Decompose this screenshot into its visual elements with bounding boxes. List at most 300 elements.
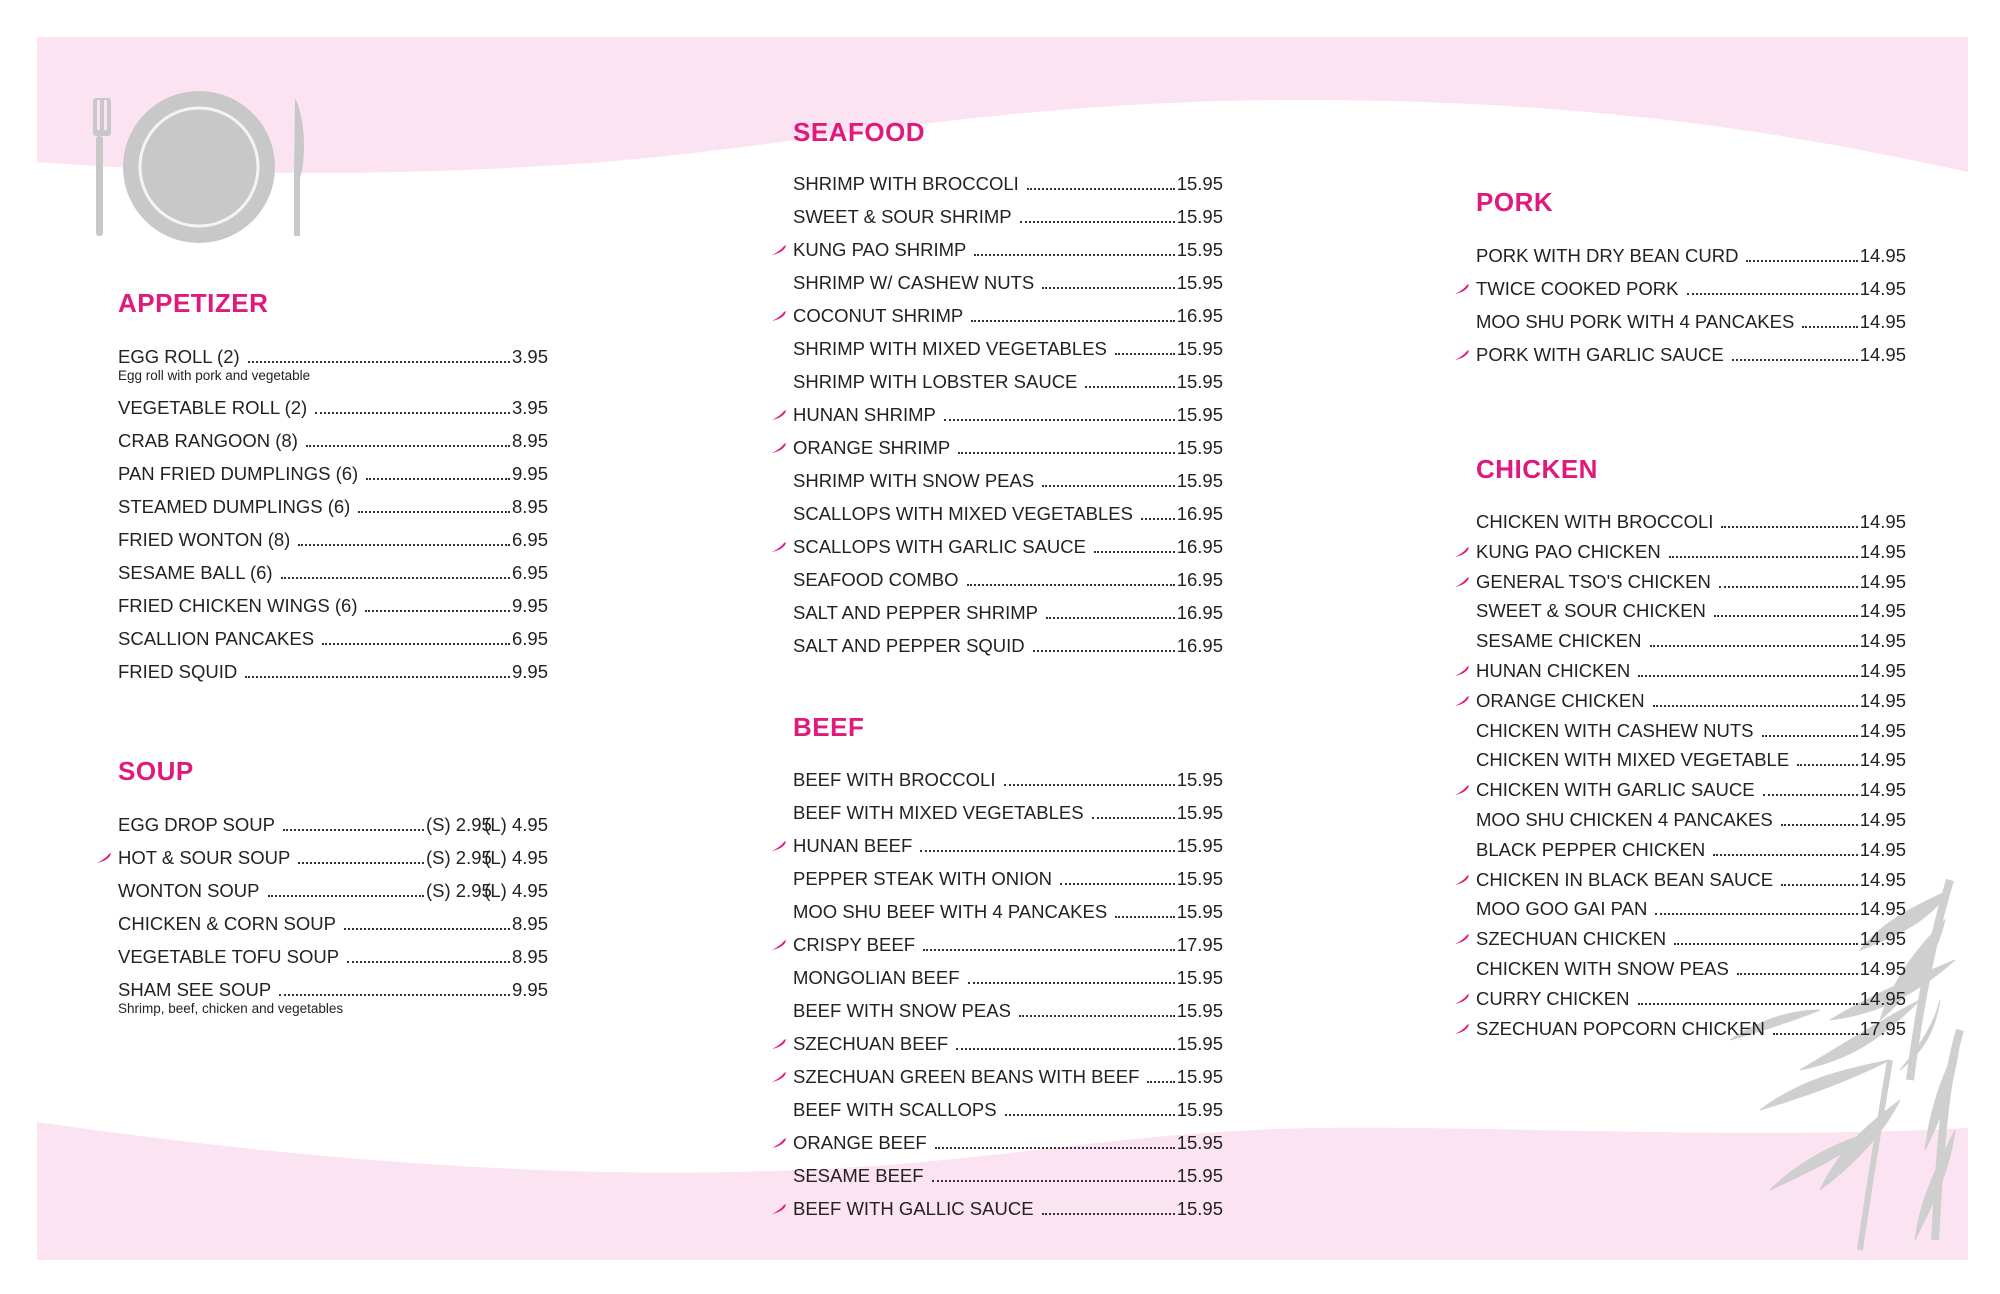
menu-item-price: 14.95 bbox=[1859, 311, 1906, 332]
menu-item bbox=[1476, 278, 1906, 300]
menu-item-name: MOO SHU BEEF WITH 4 PANCAKES bbox=[793, 901, 1108, 922]
dot-leader bbox=[298, 544, 510, 546]
menu-item bbox=[118, 814, 548, 836]
dot-leader bbox=[1638, 1003, 1858, 1005]
dot-leader bbox=[1763, 794, 1858, 796]
menu-item-price: 14.95 bbox=[1859, 838, 1906, 860]
chili-pepper-icon bbox=[771, 840, 787, 852]
menu-item-price: 15.95 bbox=[1176, 206, 1223, 227]
menu-item bbox=[793, 901, 1223, 923]
menu-item-price: 15.95 bbox=[1176, 1066, 1223, 1087]
menu-item bbox=[118, 946, 548, 968]
menu-item bbox=[793, 934, 1223, 956]
menu-item-name: CHICKEN & CORN SOUP bbox=[118, 913, 336, 934]
chili-pepper-icon bbox=[1454, 993, 1470, 1005]
menu-item-price: 15.95 bbox=[1176, 371, 1223, 392]
menu-item bbox=[793, 769, 1223, 791]
menu-item-name: SZECHUAN BEEF bbox=[793, 1033, 949, 1054]
menu-item-name: KUNG PAO SHRIMP bbox=[793, 239, 967, 260]
menu-item-name: CHICKEN WITH BROCCOLI bbox=[1476, 511, 1714, 532]
menu-item-price: 15.95 bbox=[1176, 1132, 1223, 1153]
menu-item bbox=[118, 529, 548, 551]
dot-leader bbox=[1027, 188, 1175, 190]
menu-item-name: SWEET & SOUR SHRIMP bbox=[793, 206, 1012, 227]
menu-item-price: 14.95 bbox=[1859, 987, 1906, 1009]
dot-leader bbox=[347, 961, 510, 963]
menu-item bbox=[793, 1132, 1223, 1154]
menu-item-price: 14.95 bbox=[1859, 511, 1906, 532]
dot-leader bbox=[1115, 353, 1175, 355]
menu-item-price: 16.95 bbox=[1176, 635, 1223, 656]
menu-item-name: BLACK PEPPER CHICKEN bbox=[1476, 838, 1706, 860]
dot-leader bbox=[1042, 485, 1174, 487]
dot-leader bbox=[1033, 650, 1175, 652]
dot-leader bbox=[1638, 675, 1858, 677]
menu-item bbox=[793, 470, 1223, 492]
menu-item-price: 6.95 bbox=[511, 628, 548, 649]
menu-item-name: HOT & SOUR SOUP bbox=[118, 847, 291, 868]
menu-item-price: 6.95 bbox=[511, 562, 548, 583]
menu-item-name: SCALLOPS WITH GARLIC SAUCE bbox=[793, 536, 1086, 557]
dot-leader bbox=[932, 1180, 1175, 1182]
menu-item bbox=[1476, 809, 1906, 831]
menu-item-name: FRIED SQUID bbox=[118, 661, 238, 682]
chili-pepper-icon bbox=[771, 1137, 787, 1149]
dot-leader bbox=[1732, 359, 1858, 361]
menu-item bbox=[793, 1033, 1223, 1055]
menu-item-price: 16.95 bbox=[1176, 305, 1223, 326]
menu-item-price: 15.95 bbox=[1176, 901, 1223, 922]
dot-leader bbox=[1060, 883, 1175, 885]
menu-item-price: 16.95 bbox=[1176, 602, 1223, 623]
dot-leader bbox=[971, 320, 1174, 322]
menu-item bbox=[1476, 511, 1906, 533]
menu-item-price: 15.95 bbox=[1176, 967, 1223, 988]
menu-item bbox=[793, 1165, 1223, 1187]
section-title-soup: SOUP bbox=[118, 756, 194, 786]
menu-item-price: 14.95 bbox=[1859, 245, 1906, 266]
menu-item-name: SESAME CHICKEN bbox=[1476, 630, 1642, 652]
menu-item-name: PORK WITH GARLIC SAUCE bbox=[1476, 344, 1724, 365]
dot-leader bbox=[1781, 884, 1858, 886]
menu-item-name: SHRIMP W/ CASHEW NUTS bbox=[793, 272, 1035, 293]
menu-item bbox=[793, 371, 1223, 393]
menu-item-price: 15.95 bbox=[1176, 1099, 1223, 1120]
dot-leader bbox=[344, 928, 510, 930]
dot-leader bbox=[1115, 916, 1175, 918]
dot-leader bbox=[268, 895, 425, 897]
menu-item-name: KUNG PAO CHICKEN bbox=[1476, 540, 1661, 562]
menu-item-price: 16.95 bbox=[1176, 536, 1223, 557]
menu-item bbox=[1476, 988, 1906, 1010]
section-title-pork: PORK bbox=[1476, 187, 1554, 217]
dot-leader bbox=[1687, 293, 1858, 295]
chili-pepper-icon bbox=[1454, 784, 1470, 796]
menu-item-price: 8.95 bbox=[511, 496, 548, 517]
menu-item-price-small: (S) 2.95 bbox=[426, 814, 492, 835]
menu-item bbox=[793, 569, 1223, 591]
menu-item bbox=[793, 802, 1223, 824]
menu-item-name: SALT AND PEPPER SHRIMP bbox=[793, 602, 1039, 623]
dot-leader bbox=[967, 584, 1175, 586]
chili-pepper-icon bbox=[1454, 933, 1470, 945]
menu-item-name: HUNAN CHICKEN bbox=[1476, 660, 1631, 681]
menu-item bbox=[793, 437, 1223, 459]
chili-pepper-icon bbox=[1454, 874, 1470, 886]
menu-item-name: CHICKEN WITH MIXED VEGETABLE bbox=[1476, 749, 1790, 771]
menu-item bbox=[1476, 869, 1906, 891]
chili-pepper-icon bbox=[771, 310, 787, 322]
menu-item bbox=[1476, 779, 1906, 801]
chili-pepper-icon bbox=[1454, 283, 1470, 295]
menu-item-name: CHICKEN WITH GARLIC SAUCE bbox=[1476, 779, 1755, 801]
chili-pepper-icon bbox=[1454, 576, 1470, 588]
menu-item-price: 14.95 bbox=[1859, 570, 1906, 592]
dot-leader bbox=[1674, 943, 1858, 945]
menu-item-name: CRISPY BEEF bbox=[793, 934, 916, 955]
menu-item-name: VEGETABLE TOFU SOUP bbox=[118, 946, 340, 967]
section-title-seafood: SEAFOOD bbox=[793, 117, 926, 147]
menu-item bbox=[793, 635, 1223, 657]
menu-item-name: TWICE COOKED PORK bbox=[1476, 278, 1679, 299]
menu-item-name: BEEF WITH BROCCOLI bbox=[793, 769, 996, 790]
dot-leader bbox=[1650, 645, 1858, 647]
menu-item-price: 6.95 bbox=[511, 529, 548, 550]
dot-leader bbox=[1092, 817, 1175, 819]
menu-item-name: CHICKEN WITH CASHEW NUTS bbox=[1476, 719, 1754, 741]
menu-item bbox=[118, 880, 548, 902]
menu-item-price: 14.95 bbox=[1859, 928, 1906, 950]
dot-leader bbox=[958, 452, 1174, 454]
dot-leader bbox=[956, 1048, 1174, 1050]
menu-item bbox=[118, 346, 548, 383]
menu-item-price: 15.95 bbox=[1176, 802, 1223, 823]
dot-leader bbox=[1141, 518, 1175, 520]
menu-item bbox=[118, 979, 548, 1016]
menu-item bbox=[1476, 839, 1906, 861]
menu-item-price: 14.95 bbox=[1859, 344, 1906, 365]
dot-leader bbox=[1085, 386, 1174, 388]
dot-leader bbox=[968, 982, 1175, 984]
menu-item-price: 14.95 bbox=[1859, 958, 1906, 979]
menu-item-name: GENERAL TSO'S CHICKEN bbox=[1476, 570, 1711, 592]
menu-item bbox=[793, 503, 1223, 525]
menu-item-name: EGG DROP SOUP bbox=[118, 814, 275, 835]
menu-item-name: VEGETABLE ROLL (2) bbox=[118, 397, 308, 418]
menu-item-price: 14.95 bbox=[1859, 660, 1906, 681]
menu-item-price: 3.95 bbox=[511, 346, 548, 367]
dot-leader bbox=[1713, 854, 1857, 856]
menu-item bbox=[793, 239, 1223, 261]
menu-item bbox=[1476, 245, 1906, 267]
menu-item-price: 14.95 bbox=[1859, 779, 1906, 801]
menu-item bbox=[1476, 928, 1906, 950]
menu-item-price: 3.95 bbox=[511, 397, 548, 418]
dot-leader bbox=[1797, 764, 1858, 766]
menu-item-price: 15.95 bbox=[1176, 272, 1223, 293]
dot-leader bbox=[283, 829, 424, 831]
menu-item-price: 15.95 bbox=[1176, 338, 1223, 359]
menu-item-price: 15.95 bbox=[1176, 437, 1223, 458]
menu-item bbox=[1476, 660, 1906, 682]
menu-item bbox=[793, 272, 1223, 294]
menu-item-price: 8.95 bbox=[511, 946, 548, 967]
dot-leader bbox=[1005, 1114, 1175, 1116]
section-title-appetizer: APPETIZER bbox=[118, 288, 269, 318]
menu-item-name: WONTON SOUP bbox=[118, 880, 260, 901]
chili-pepper-icon bbox=[1454, 665, 1470, 677]
dot-leader bbox=[315, 412, 510, 414]
dot-leader bbox=[1094, 551, 1175, 553]
menu-item bbox=[793, 835, 1223, 857]
dot-leader bbox=[1147, 1081, 1174, 1083]
menu-item-name: PEPPER STEAK WITH ONION bbox=[793, 868, 1053, 889]
menu-item bbox=[1476, 1018, 1906, 1040]
menu-item-name: SHRIMP WITH SNOW PEAS bbox=[793, 470, 1035, 491]
menu-item-price: 14.95 bbox=[1859, 689, 1906, 711]
menu-item bbox=[793, 1198, 1223, 1220]
dot-leader bbox=[1721, 526, 1857, 528]
dot-leader bbox=[1020, 221, 1175, 223]
menu-item bbox=[1476, 958, 1906, 980]
menu-item-price-small: (S) 2.95 bbox=[426, 880, 492, 901]
dot-leader bbox=[306, 445, 510, 447]
menu-item-price: 15.95 bbox=[1176, 1165, 1223, 1186]
dot-leader bbox=[322, 643, 510, 645]
menu-item-name: ORANGE CHICKEN bbox=[1476, 689, 1645, 711]
menu-item bbox=[1476, 720, 1906, 742]
menu-item-price: 15.95 bbox=[1176, 1033, 1223, 1054]
menu-item-name: ORANGE BEEF bbox=[793, 1132, 927, 1153]
dot-leader bbox=[1746, 260, 1857, 262]
menu-item-price-large: (L) 4.95 bbox=[484, 847, 548, 868]
menu-item bbox=[118, 562, 548, 584]
menu-item bbox=[793, 1099, 1223, 1121]
menu-item-price: 14.95 bbox=[1859, 540, 1906, 562]
menu-item-name: MOO GOO GAI PAN bbox=[1476, 898, 1648, 920]
menu-item bbox=[793, 536, 1223, 558]
dot-leader bbox=[974, 254, 1174, 256]
menu-item-price: 15.95 bbox=[1176, 239, 1223, 260]
menu-item-price: 14.95 bbox=[1859, 809, 1906, 830]
menu-item bbox=[1476, 749, 1906, 771]
menu-item-price: 14.95 bbox=[1859, 630, 1906, 652]
dot-leader bbox=[279, 994, 510, 996]
menu-item-price: 15.95 bbox=[1176, 835, 1223, 856]
menu-item bbox=[793, 602, 1223, 624]
menu-item-name: SESAME BALL (6) bbox=[118, 562, 273, 583]
menu-item-price: 9.95 bbox=[511, 661, 548, 682]
menu-item bbox=[118, 913, 548, 935]
menu-item-price: 16.95 bbox=[1176, 569, 1223, 590]
menu-item bbox=[793, 173, 1223, 195]
dot-leader bbox=[1762, 735, 1858, 737]
menu-item bbox=[118, 463, 548, 485]
menu-item-price: 14.95 bbox=[1859, 278, 1906, 299]
menu-item-price: 14.95 bbox=[1859, 719, 1906, 741]
chili-pepper-icon bbox=[1454, 695, 1470, 707]
dot-leader bbox=[1019, 1015, 1175, 1017]
chili-pepper-icon bbox=[1454, 1023, 1470, 1035]
dot-leader bbox=[935, 1147, 1175, 1149]
menu-item-price: 14.95 bbox=[1859, 898, 1906, 920]
dot-leader bbox=[245, 676, 510, 678]
menu-item-name: HUNAN BEEF bbox=[793, 835, 913, 856]
menu-item-price: 15.95 bbox=[1176, 173, 1223, 194]
menu-item-price: 17.95 bbox=[1859, 1017, 1906, 1039]
dot-leader bbox=[1653, 705, 1858, 707]
menu-item-name: SEAFOOD COMBO bbox=[793, 569, 959, 590]
chili-pepper-icon bbox=[771, 1203, 787, 1215]
menu-item bbox=[793, 206, 1223, 228]
menu-item bbox=[793, 1066, 1223, 1088]
dot-leader bbox=[358, 511, 510, 513]
chili-pepper-icon bbox=[771, 442, 787, 454]
menu-item-name: SALT AND PEPPER SQUID bbox=[793, 635, 1025, 656]
menu-item bbox=[1476, 344, 1906, 366]
menu-item bbox=[1476, 630, 1906, 652]
top-pink-band bbox=[37, 37, 1968, 173]
menu-item-name: CHICKEN IN BLACK BEAN SAUCE bbox=[1476, 868, 1774, 890]
menu-item-price: 15.95 bbox=[1176, 769, 1223, 790]
dot-leader bbox=[1773, 1033, 1858, 1035]
menu-item-name: ORANGE SHRIMP bbox=[793, 437, 951, 458]
menu-item bbox=[793, 404, 1223, 426]
chili-pepper-icon bbox=[1454, 546, 1470, 558]
menu-item bbox=[1476, 311, 1906, 333]
dot-leader bbox=[1781, 824, 1858, 826]
menu-item-price: 9.95 bbox=[511, 463, 548, 484]
menu-item-price: 8.95 bbox=[511, 430, 548, 451]
menu-item-description: Egg roll with pork and vegetable bbox=[118, 368, 311, 383]
menu-item bbox=[793, 868, 1223, 890]
menu-item-name: SWEET & SOUR CHICKEN bbox=[1476, 600, 1706, 622]
menu-item-price: 9.95 bbox=[511, 595, 548, 616]
dot-leader bbox=[281, 577, 510, 579]
menu-item-name: MOO SHU PORK WITH 4 PANCAKES bbox=[1476, 311, 1795, 332]
dot-leader bbox=[365, 610, 510, 612]
section-title-chicken: CHICKEN bbox=[1476, 454, 1598, 484]
menu-item-price: 15.95 bbox=[1176, 404, 1223, 425]
menu-item-name: SZECHUAN GREEN BEANS WITH BEEF bbox=[793, 1066, 1140, 1087]
menu-item bbox=[793, 967, 1223, 989]
menu-item-price: 9.95 bbox=[511, 979, 548, 1000]
dot-leader bbox=[366, 478, 510, 480]
menu-item-price-small: (S) 2.95 bbox=[426, 847, 492, 868]
menu-item-price: 15.95 bbox=[1176, 470, 1223, 491]
dot-leader bbox=[1004, 784, 1175, 786]
dot-leader bbox=[1669, 556, 1858, 558]
chili-pepper-icon bbox=[771, 541, 787, 553]
menu-item-name: SCALLION PANCAKES bbox=[118, 628, 315, 649]
menu-item-name: MONGOLIAN BEEF bbox=[793, 967, 960, 988]
menu-item-price: 14.95 bbox=[1859, 749, 1906, 771]
menu-item-name: SZECHUAN POPCORN CHICKEN bbox=[1476, 1017, 1765, 1039]
dot-leader bbox=[1719, 586, 1858, 588]
menu-item-name: FRIED WONTON (8) bbox=[118, 529, 291, 550]
menu-item-name: HUNAN SHRIMP bbox=[793, 404, 936, 425]
menu-item-price: 15.95 bbox=[1176, 868, 1223, 889]
dot-leader bbox=[248, 361, 510, 363]
menu-item bbox=[793, 305, 1223, 327]
menu-item-name: PAN FRIED DUMPLINGS (6) bbox=[118, 463, 359, 484]
dot-leader bbox=[923, 949, 1175, 951]
menu-item bbox=[118, 847, 548, 869]
menu-item-price: 14.95 bbox=[1859, 868, 1906, 890]
menu-item bbox=[118, 496, 548, 518]
menu-item-name: CURRY CHICKEN bbox=[1476, 987, 1630, 1009]
menu-item-name: CHICKEN WITH SNOW PEAS bbox=[1476, 958, 1729, 979]
menu-item bbox=[793, 338, 1223, 360]
menu-item bbox=[1476, 541, 1906, 563]
menu-item bbox=[118, 661, 548, 683]
menu-item-price: 17.95 bbox=[1176, 934, 1223, 955]
menu-item-name: SHRIMP WITH LOBSTER SAUCE bbox=[793, 371, 1078, 392]
chili-pepper-icon bbox=[96, 852, 112, 864]
menu-item-name: MOO SHU CHICKEN 4 PANCAKES bbox=[1476, 809, 1773, 830]
menu-item-description: Shrimp, beef, chicken and vegetables bbox=[118, 1001, 344, 1016]
menu-item-name: SHRIMP WITH MIXED VEGETABLES bbox=[793, 338, 1107, 359]
dot-leader bbox=[298, 862, 424, 864]
dot-leader bbox=[1802, 326, 1857, 328]
menu-item bbox=[1476, 690, 1906, 712]
menu-item-name: COCONUT SHRIMP bbox=[793, 305, 964, 326]
dot-leader bbox=[1046, 617, 1175, 619]
menu-item-name: EGG ROLL (2) bbox=[118, 346, 240, 367]
menu-item-name: BEEF WITH MIXED VEGETABLES bbox=[793, 802, 1084, 823]
menu-item bbox=[118, 397, 548, 419]
menu-item-price: 14.95 bbox=[1859, 600, 1906, 622]
menu-item-price: 15.95 bbox=[1176, 1000, 1223, 1021]
menu-item-name: CRAB RANGOON (8) bbox=[118, 430, 298, 451]
menu-item-name: BEEF WITH GALLIC SAUCE bbox=[793, 1198, 1034, 1219]
menu-item-price-large: (L) 4.95 bbox=[484, 880, 548, 901]
dot-leader bbox=[1655, 913, 1857, 915]
chili-pepper-icon bbox=[771, 409, 787, 421]
menu-item bbox=[1476, 600, 1906, 622]
menu-item-name: STEAMED DUMPLINGS (6) bbox=[118, 496, 351, 517]
menu-item-name: SZECHUAN CHICKEN bbox=[1476, 928, 1667, 950]
menu-item-price: 15.95 bbox=[1176, 1198, 1223, 1219]
chili-pepper-icon bbox=[771, 244, 787, 256]
menu-item-price-large: (L) 4.95 bbox=[484, 814, 548, 835]
chili-pepper-icon bbox=[771, 939, 787, 951]
dot-leader bbox=[1737, 973, 1858, 975]
chili-pepper-icon bbox=[771, 1071, 787, 1083]
menu-item-price: 8.95 bbox=[511, 913, 548, 934]
menu-item bbox=[1476, 898, 1906, 920]
section-title-beef: BEEF bbox=[793, 712, 865, 742]
menu-item bbox=[118, 430, 548, 452]
menu-item-name: BEEF WITH SNOW PEAS bbox=[793, 1000, 1011, 1021]
menu-item bbox=[118, 628, 548, 650]
menu-item-name: SCALLOPS WITH MIXED VEGETABLES bbox=[793, 503, 1133, 524]
menu-item bbox=[1476, 571, 1906, 593]
dot-leader bbox=[944, 419, 1175, 421]
menu-item-name: SHRIMP WITH BROCCOLI bbox=[793, 173, 1019, 194]
menu-item-price: 16.95 bbox=[1176, 503, 1223, 524]
chili-pepper-icon bbox=[771, 1038, 787, 1050]
dot-leader bbox=[1042, 287, 1175, 289]
dot-leader bbox=[1042, 1213, 1175, 1215]
menu-item-name: FRIED CHICKEN WINGS (6) bbox=[118, 595, 358, 616]
menu-item bbox=[793, 1000, 1223, 1022]
menu-item-name: PORK WITH DRY BEAN CURD bbox=[1476, 245, 1739, 266]
menu-item-name: SESAME BEEF bbox=[793, 1165, 924, 1186]
menu-item-name: SHAM SEE SOUP bbox=[118, 979, 272, 1000]
menu-item bbox=[118, 595, 548, 617]
dot-leader bbox=[920, 850, 1174, 852]
